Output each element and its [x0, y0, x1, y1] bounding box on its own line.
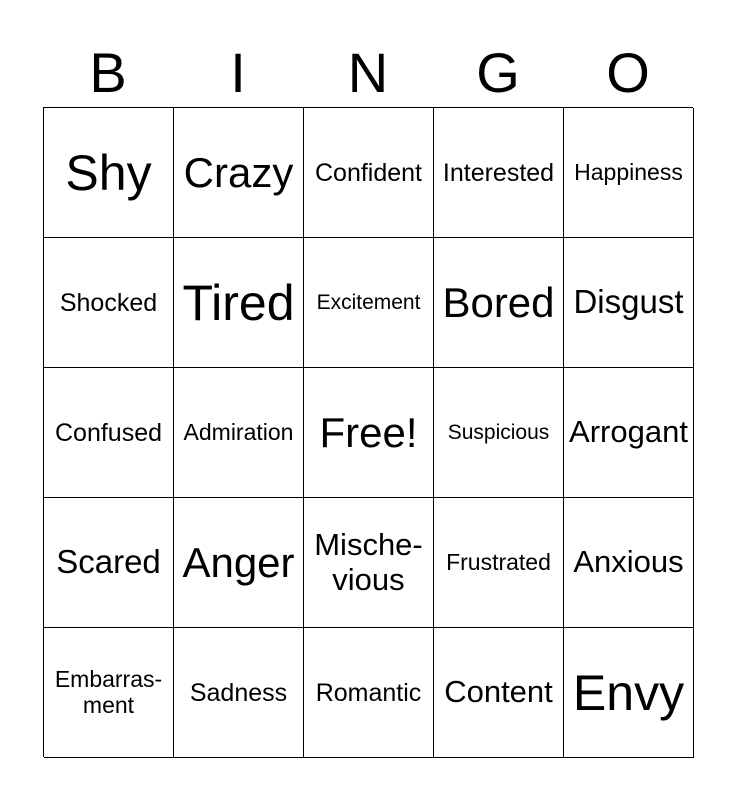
- free-space-cell[interactable]: Free!: [304, 368, 434, 498]
- bingo-cell[interactable]: Interested: [434, 108, 564, 238]
- bingo-cell[interactable]: Embarras- ment: [44, 628, 174, 758]
- bingo-cell[interactable]: Suspicious: [434, 368, 564, 498]
- bingo-cell[interactable]: Sadness: [174, 628, 304, 758]
- bingo-cell[interactable]: Disgust: [564, 238, 694, 368]
- bingo-cell[interactable]: Happiness: [564, 108, 694, 238]
- bingo-cell[interactable]: Content: [434, 628, 564, 758]
- bingo-cell[interactable]: Excitement: [304, 238, 434, 368]
- bingo-cell[interactable]: Anxious: [564, 498, 694, 628]
- bingo-cell[interactable]: Confident: [304, 108, 434, 238]
- bingo-cell[interactable]: Scared: [44, 498, 174, 628]
- bingo-cell[interactable]: Frustrated: [434, 498, 564, 628]
- header-letter-o: O: [606, 41, 650, 104]
- bingo-cell[interactable]: Envy: [564, 628, 694, 758]
- bingo-cell[interactable]: Crazy: [174, 108, 304, 238]
- bingo-cell[interactable]: Shy: [44, 108, 174, 238]
- bingo-cell[interactable]: Shocked: [44, 238, 174, 368]
- bingo-cell[interactable]: Bored: [434, 238, 564, 368]
- bingo-cell[interactable]: Confused: [44, 368, 174, 498]
- bingo-cell[interactable]: Tired: [174, 238, 304, 368]
- bingo-card-grid: [43, 107, 693, 757]
- bingo-cell[interactable]: Admiration: [174, 368, 304, 498]
- bingo-cell[interactable]: Romantic: [304, 628, 434, 758]
- bingo-cell[interactable]: Anger: [174, 498, 304, 628]
- bingo-cell[interactable]: Arrogant: [564, 368, 694, 498]
- header-letter-i: I: [230, 41, 246, 104]
- header-letter-n: N: [347, 41, 389, 104]
- header-letter-b: B: [89, 41, 127, 104]
- bingo-cell[interactable]: Mische- vious: [304, 498, 434, 628]
- bingo-header: [43, 38, 693, 108]
- header-letter-g: G: [476, 41, 520, 104]
